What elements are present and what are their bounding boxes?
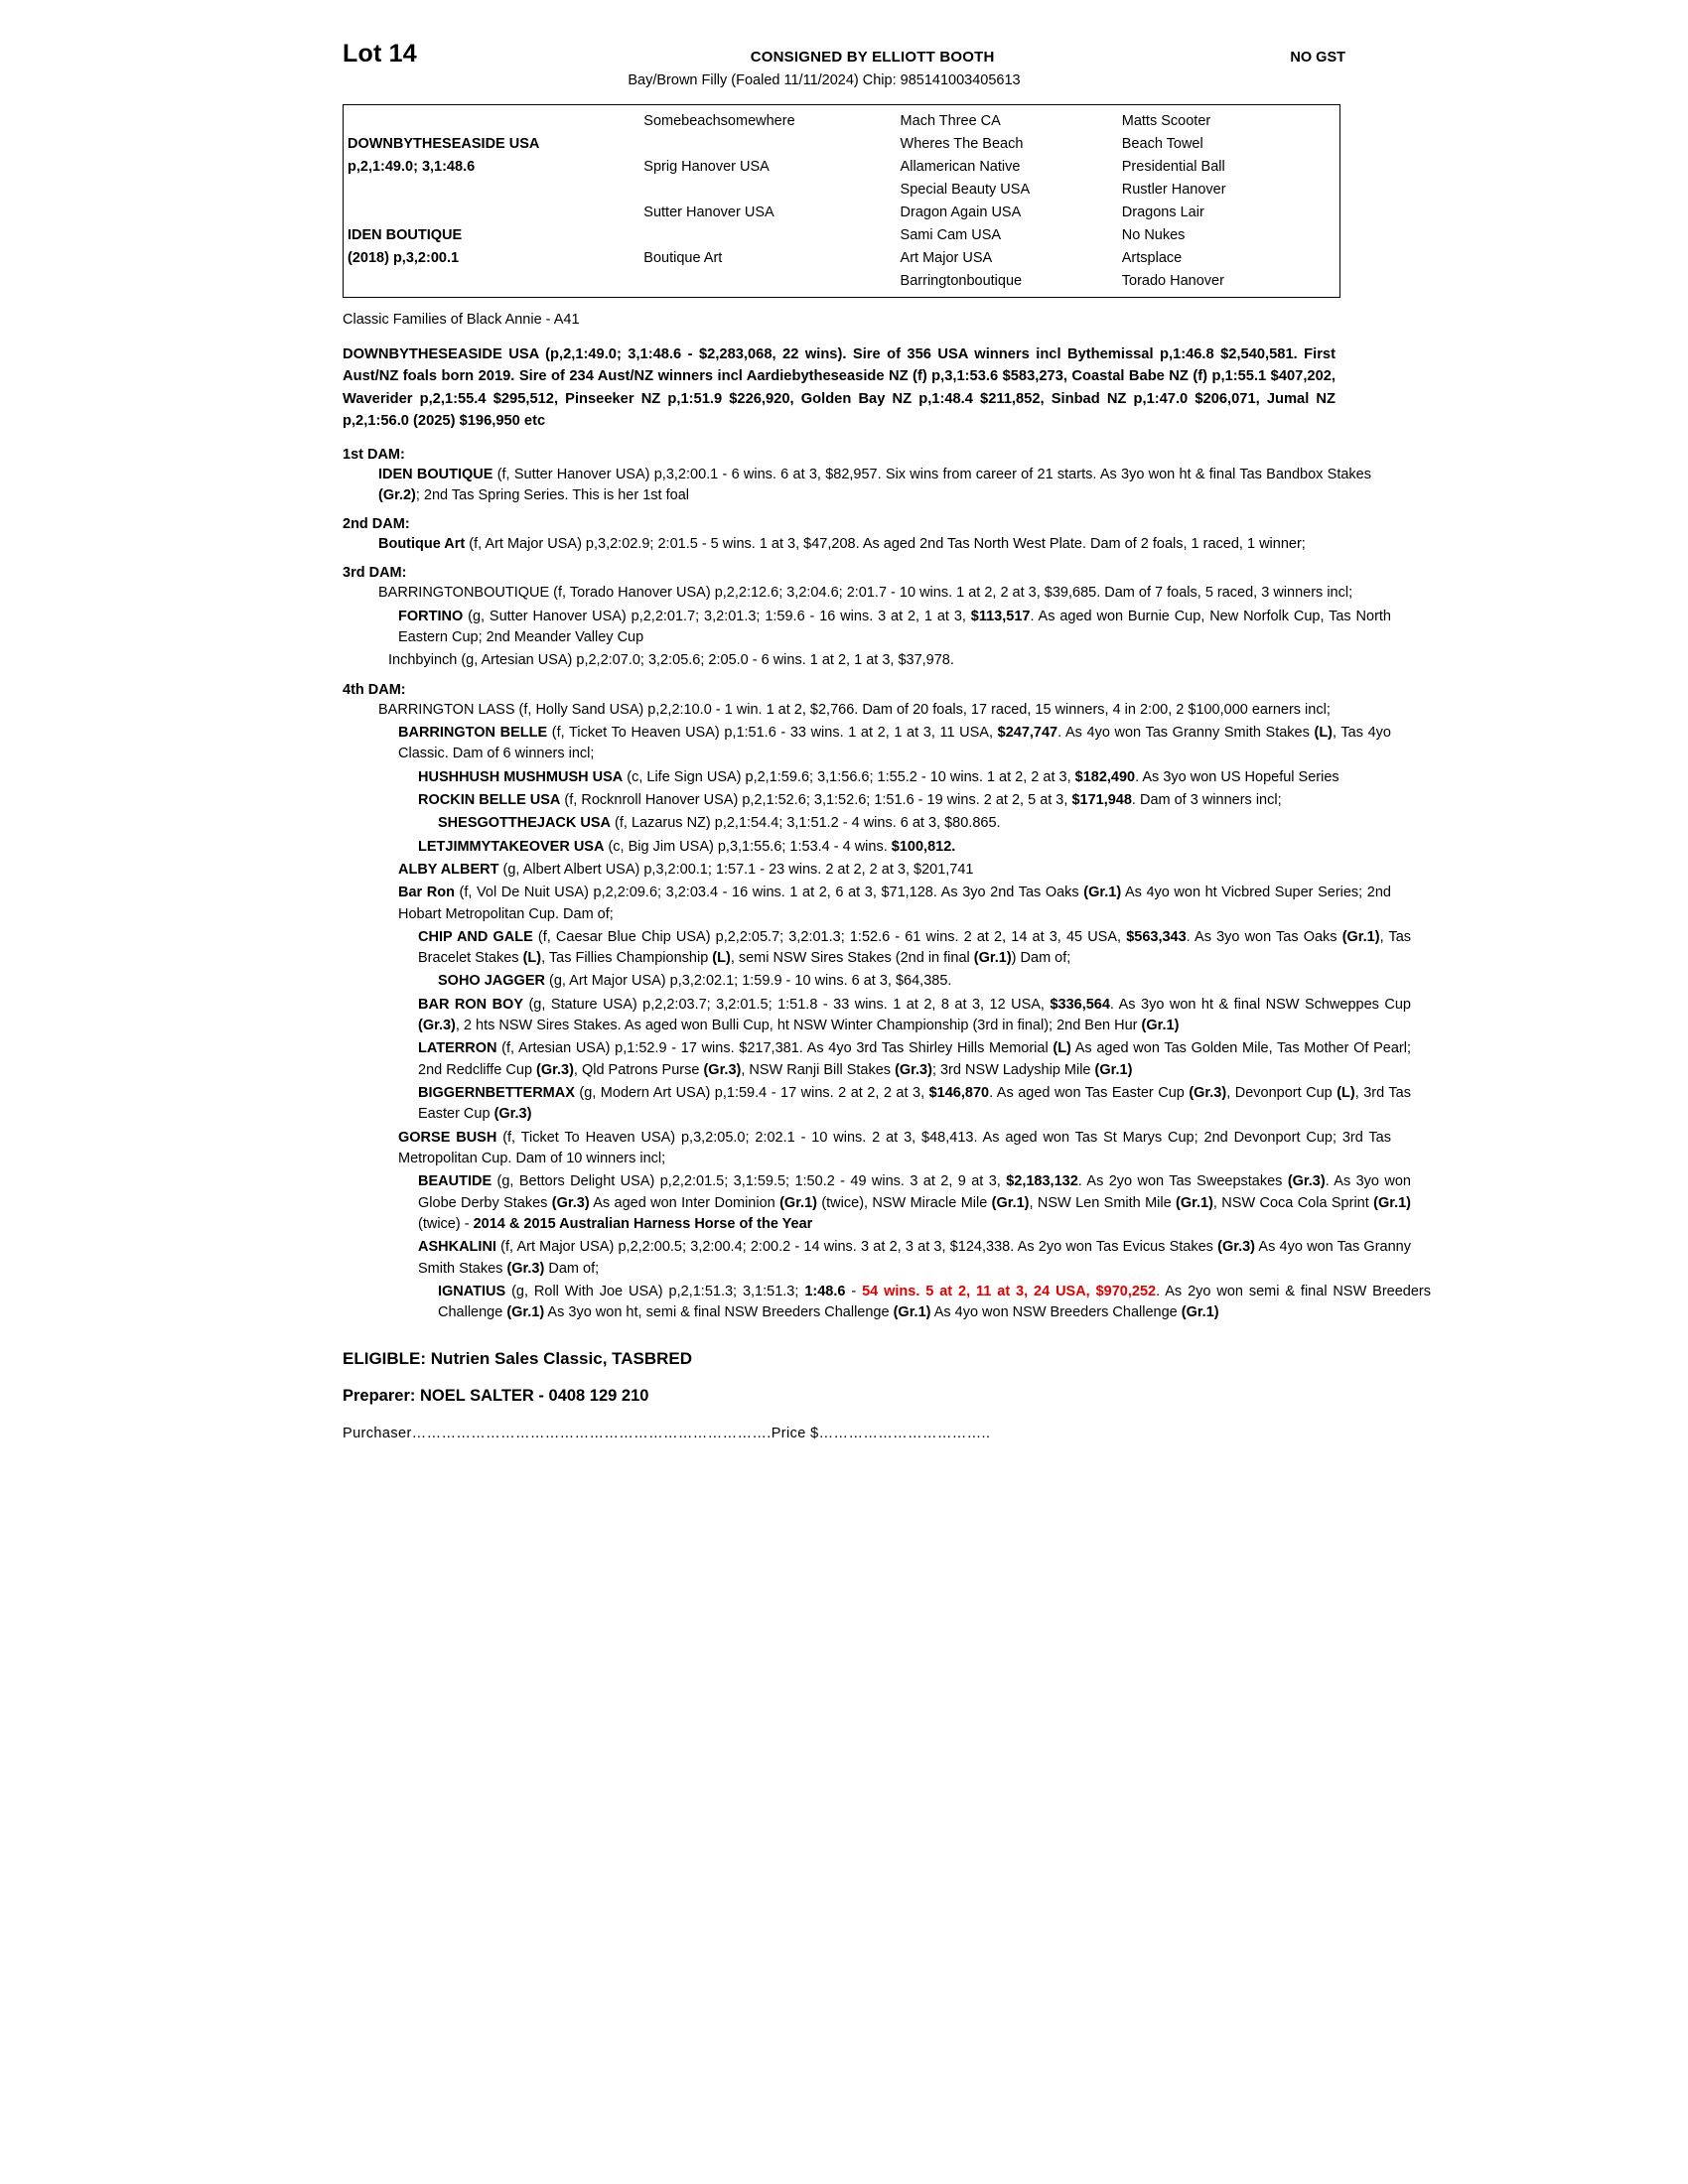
pedigree-entry [343,465,1371,507]
dam-sections [343,446,1432,1324]
entry-text: Dam of; [544,1260,600,1277]
entry-emphasis: SHESGOTTHEJACK USA [438,815,612,832]
pedigree-cell-generation2: Boutique Art [643,250,723,267]
entry-emphasis: (Gr.3) [1287,1173,1326,1190]
entry-emphasis: ROCKIN BELLE USA [418,791,561,808]
entry-emphasis: (L) [1336,1085,1355,1101]
pedigree-cell-generation1 [344,202,639,224]
pedigree-cell-generation3: Special Beauty USA [900,182,1031,199]
pedigree-row [344,179,1339,202]
entry-text: . As 3yo won ht & final NSW Schweppes Cup [1109,996,1411,1013]
pedigree-row [344,110,1339,133]
entry-emphasis: (Gr.1) [779,1194,817,1211]
entry-emphasis: LETJIMMYTAKEOVER USA [418,838,605,855]
entry-emphasis: CHIP AND GALE [418,928,533,945]
pedigree-cell-generation2: Somebeachsomewhere [643,113,795,129]
entry-text: (f, Art Major USA) p,3,2:02.9; 2:01.5 - 5 wins. 1 at 3, $47,208. As aged 2nd Tas North West Plate. Dam of 2 foals, 1 raced, 1 winner; [465,536,1306,553]
pedigree-row [344,270,1339,293]
pedigree-cell-generation1: DOWNBYTHESEASIDE USA [348,136,540,153]
entry-text: (f, Lazarus NZ) p,2,1:54.4; 3,1:51.2 - 4 wins. 6 at 3, $80.865. [611,815,1001,832]
pedigree-cell-generation1 [344,110,639,133]
pedigree-entry [343,1237,1411,1280]
entry-emphasis: $113,517 [970,608,1031,624]
pedigree-entry [343,723,1391,765]
entry-text: . As 2yo won semi & final NSW Breeders Challenge [438,1283,1432,1321]
pedigree-cell-generation1: IDEN BOUTIQUE [348,227,463,244]
entry-emphasis: (Gr.3) [895,1061,932,1078]
pedigree-cell-generation3: Art Major USA [900,250,993,267]
entry-emphasis: $182,490 [1074,768,1136,785]
purchaser-line: Purchaser……………………………………………………………….Price $…………………………….. [343,1426,991,1442]
catalogue-sheet [343,40,1432,1442]
entry-emphasis: $100,812. [891,838,956,855]
pedigree-cell-generation1: p,2,1:49.0; 3,1:48.6 [348,159,476,176]
entry-text: (g, Sutter Hanover USA) p,2,2:01.7; 3,2:01.3; 1:59.6 - 16 wins. 3 at 2, 1 at 3, [463,608,971,624]
entry-emphasis: BARRINGTON BELLE [398,725,548,741]
entry-emphasis: (Gr.1) [1176,1194,1213,1211]
entry-text: . As 2yo won Tas Sweepstakes [1077,1173,1288,1190]
entry-text: , Devonport Cup [1226,1085,1337,1101]
entry-emphasis: (Gr.1) [1094,1061,1133,1078]
entry-emphasis: 1:48.6 [804,1283,846,1299]
entry-text: (f, Ticket To Heaven USA) p,1:51.6 - 33 wins. 1 at 2, 1 at 3, 11 USA, [547,725,998,741]
pedigree-cell-generation3: Barringtonboutique [900,273,1023,290]
entry-emphasis: Bar Ron [398,885,455,901]
entry-emphasis: IDEN BOUTIQUE [378,466,493,482]
pedigree-cell-generation1 [344,270,639,293]
entry-emphasis: (Gr.1) [973,950,1012,967]
entry-text: As 4yo won NSW Breeders Challenge [930,1304,1182,1321]
entry-text: (f, Rocknroll Hanover USA) p,2,1:52.6; 3,1:52.6; 1:51.6 - 19 wins. 2 at 2, 5 at 3, [560,791,1072,808]
pedigree-cell-generation4: No Nukes [1121,227,1186,244]
entry-text: (c, Big Jim USA) p,3,1:55.6; 1:53.4 - 4 wins. [604,838,892,855]
dam-heading: 3rd DAM: [343,565,407,582]
pedigree-entry [343,1128,1391,1170]
entry-text: (c, Life Sign USA) p,2,1:59.6; 3,1:56.6; 1:55.2 - 10 wins. 1 at 2, 2 at 3, [623,768,1075,785]
pedigree-entry [343,583,1371,604]
pedigree-cell-generation3: Allamerican Native [900,159,1021,176]
entry-text: (g, Art Major USA) p,3,2:02.1; 1:59.9 - 10 wins. 6 at 3, $64,385. [544,973,952,990]
entry-text: BARRINGTONBOUTIQUE (f, Torado Hanover USA) p,2,2:12.6; 3,2:04.6; 2:01.7 - 10 wins. 1 at 2, 2 at 3, $39,685. Dam of 7 foals, 5 raced, 3 winners incl; [378,585,1353,602]
sire-summary: DOWNBYTHESEASIDE USA (p,2,1:49.0; 3,1:48.6 - $2,283,068, 22 wins). Sire of 356 USA winners incl Bythemissal p,1:46.8 $2,540,581. First Aust/NZ foals born 2019. Sire of 234 Aust/NZ winners incl Aardiebytheseaside NZ (f) p,3,1:53.6 $583,273, Coastal Babe NZ (f) p,1:55.1 $407,202, Waverider p,2,1:55.4 $295,512, Pinseeker NZ p,1:51.9 $226,920, Golden Bay NZ p,1:48.4 $211,852, Sinbad NZ p,1:47.0 $206,071, Jumal NZ p,2,1:56.0 (2025) $196,950 etc [343,346,1336,430]
entry-emphasis: (L) [522,950,542,967]
entry-text: . As 3yo won Tas Oaks [1186,928,1342,945]
entry-emphasis: $146,870 [928,1085,990,1101]
pedigree-entry [343,995,1411,1037]
pedigree-entry [343,927,1411,970]
entry-text: - [845,1283,863,1299]
entry-text: , Tas Bracelet Stakes [418,928,1412,967]
entry-emphasis: LATERRON [418,1040,497,1057]
dam-heading: 2nd DAM: [343,516,410,533]
entry-emphasis: $336,564 [1050,996,1110,1013]
pedigree-entry [343,883,1391,925]
pedigree-cell-generation2 [639,179,896,202]
entry-emphasis: (Gr.2) [378,486,416,503]
pedigree-entry [343,1282,1431,1324]
entry-text: (f, Caesar Blue Chip USA) p,2,2:05.7; 3,2:01.3; 1:52.6 - 61 wins. 2 at 2, 14 at 3, 45 USA, [532,928,1127,945]
entry-emphasis: (Gr.3) [551,1194,590,1211]
entry-text: , NSW Coca Cola Sprint [1212,1194,1374,1211]
pedigree-entry [343,813,1431,834]
entry-text: (f, Vol De Nuit USA) p,2,2:09.6; 3,2:03.4 - 16 wins. 1 at 2, 6 at 3, $71,128. As 3yo 2nd Tas Oaks [454,885,1084,901]
pedigree-entry [343,534,1371,555]
eligible-line: ELIGIBLE: Nutrien Sales Classic, TASBRED [343,1349,693,1369]
pedigree-entry [343,860,1391,881]
pedigree-cell-generation3: Wheres The Beach [900,136,1024,153]
gst-label: NO GST [1290,50,1345,66]
entry-emphasis: (Gr.1) [893,1304,931,1321]
pedigree-cell-generation2: Sutter Hanover USA [643,205,774,221]
entry-emphasis: HUSHHUSH MUSHMUSH USA [418,768,624,785]
entry-emphasis: (Gr.1) [991,1194,1030,1211]
pedigree-box [343,104,1340,298]
dam-heading: 1st DAM: [343,446,405,463]
pedigree-entry [343,1083,1411,1126]
pedigree-cell-generation1 [344,179,639,202]
entry-emphasis: (Gr.3) [536,1061,574,1078]
pedigree-cell-generation2 [639,224,896,247]
entry-emphasis: $171,948 [1071,791,1132,808]
entry-text: ; 3rd NSW Ladyship Mile [931,1061,1095,1078]
entry-emphasis: (Gr.1) [1341,928,1380,945]
entry-emphasis: (Gr.1) [506,1304,545,1321]
entry-text: As aged won Inter Dominion [589,1194,780,1211]
entry-emphasis: (Gr.1) [1373,1194,1411,1211]
pedigree-cell-generation2 [639,133,896,156]
pedigree-row [344,156,1339,179]
classic-families-line: Classic Families of Black Annie - A41 [343,312,580,329]
entry-text: , 2 hts NSW Sires Stakes. As aged won Bulli Cup, ht NSW Winter Championship (3rd in final); 2nd Ben Hur [455,1018,1142,1034]
horse-description: Bay/Brown Filly (Foaled 11/11/2024) Chip: 985141003405613 [628,72,1021,88]
entry-text: , NSW Ranji Bill Stakes [741,1061,896,1078]
entry-emphasis: $563,343 [1126,928,1187,945]
highlighted-stat: 54 wins. 5 at 2, 11 at 3, 24 USA, $970,252 [862,1283,1157,1299]
pedigree-cell-generation2: Sprig Hanover USA [643,159,770,176]
pedigree-cell-generation4: Matts Scooter [1121,113,1211,129]
entry-text: ; 2nd Tas Spring Series. This is her 1st foal [415,486,689,503]
entry-text: . As aged won Burnie Cup, New Norfolk Cup, Tas North Eastern Cup; 2nd Meander Valley Cup [398,608,1391,646]
pedigree-cell-generation3: Dragon Again USA [900,205,1022,221]
pedigree-entry [343,767,1411,788]
entry-emphasis: $247,747 [997,725,1058,741]
preparer-line: Preparer: NOEL SALTER - 0408 129 210 [343,1387,649,1406]
pedigree-entry [343,837,1411,858]
entry-emphasis: Boutique Art [378,536,466,553]
pedigree-cell-generation3: Sami Cam USA [900,227,1002,244]
entry-emphasis: BIGGERNBETTERMAX [418,1085,575,1101]
entry-text: BARRINGTON LASS (f, Holly Sand USA) p,2,2:10.0 - 1 win. 1 at 2, $2,766. Dam of 20 foals, 17 raced, 15 winners, 4 in 2:00, 2 $100,000 earners incl; [378,701,1331,718]
entry-text: (twice), NSW Miracle Mile [816,1194,992,1211]
entry-text: As 3yo won ht, semi & final NSW Breeders Challenge [544,1304,894,1321]
entry-text: . Dam of 3 winners incl; [1131,791,1282,808]
entry-text: , semi NSW Sires Stakes (2nd in final [730,950,974,967]
entry-emphasis: (Gr.3) [506,1260,545,1277]
entry-emphasis: (Gr.3) [493,1106,532,1123]
entry-emphasis: GORSE BUSH [398,1129,497,1146]
entry-text: (g, Bettors Delight USA) p,2,2:01.5; 3,1:59.5; 1:50.2 - 49 wins. 3 at 2, 9 at 3, [492,1173,1007,1190]
entry-emphasis: (Gr.1) [1141,1018,1180,1034]
pedigree-cell-generation4: Rustler Hanover [1121,182,1226,199]
entry-emphasis: ALBY ALBERT [398,861,499,878]
pedigree-entry [343,1038,1411,1081]
entry-text: As 4yo won ht Vicbred Super Series; 2nd Hobart Metropolitan Cup. Dam of; [398,885,1391,922]
entry-emphasis: (Gr.1) [1181,1304,1219,1321]
entry-emphasis: SOHO JAGGER [438,973,545,990]
entry-emphasis: BAR RON BOY [418,996,523,1013]
dam-heading: 4th DAM: [343,681,406,698]
entry-emphasis: (L) [1053,1040,1071,1057]
pedigree-row [344,133,1339,156]
pedigree-entry [343,607,1391,649]
pedigree-cell-generation1: (2018) p,3,2:00.1 [348,250,460,267]
consignor-label: CONSIGNED BY ELLIOTT BOOTH [750,49,995,66]
entry-text: (twice) - [418,1215,474,1232]
pedigree-cell-generation2 [639,270,896,293]
entry-text: (g, Albert Albert USA) p,3,2:00.1; 1:57.1 - 23 wins. 2 at 2, 2 at 3, $201,741 [498,861,974,878]
entry-text: , Qld Patrons Purse [573,1061,704,1078]
entry-text: (g, Roll With Joe USA) p,2,1:51.3; 3,1:51.3; [505,1283,805,1299]
entry-text: As 4yo won Tas Granny Smith Stakes [418,1239,1411,1277]
entry-emphasis: IGNATIUS [438,1283,506,1299]
entry-emphasis: (Gr.3) [1217,1239,1255,1256]
pedigree-row [344,247,1339,270]
entry-text: . As 3yo won Globe Derby Stakes [418,1173,1411,1211]
pedigree-entry [343,971,1431,992]
entry-emphasis: (L) [1314,725,1334,741]
entry-text: (f, Art Major USA) p,2,2:00.5; 3,2:00.4; 2:00.2 - 14 wins. 3 at 2, 3 at 3, $124,338. As 2yo won Tas Evicus Stakes [495,1239,1218,1256]
entry-text: (g, Stature USA) p,2,2:03.7; 3,2:01.5; 1:51.8 - 33 wins. 1 at 2, 8 at 3, 12 USA, [523,996,1051,1013]
entry-emphasis: (Gr.3) [703,1061,742,1078]
pedigree-entry [343,650,1381,671]
pedigree-cell-generation4: Beach Towel [1121,136,1203,153]
entry-emphasis: 2014 & 2015 Australian Harness Horse of the Year [473,1215,813,1232]
entry-emphasis: (Gr.1) [1083,885,1122,901]
entry-emphasis: (L) [712,950,731,967]
entry-text: As aged won Tas Golden Mile, Tas Mother Of Pearl; 2nd Redcliffe Cup [418,1040,1411,1078]
entry-emphasis: (Gr.3) [1189,1085,1227,1101]
entry-text: (g, Modern Art USA) p,1:59.4 - 17 wins. 2 at 2, 2 at 3, [574,1085,929,1101]
pedigree-entry [343,700,1371,721]
entry-text: Inchbyinch (g, Artesian USA) p,2,2:07.0; 3,2:05.6; 2:05.0 - 6 wins. 1 at 2, 1 at 3, $37,978. [388,652,954,669]
entry-text: (f, Sutter Hanover USA) p,3,2:00.1 - 6 wins. 6 at 3, $82,957. Six wins from career of 21 starts. As 3yo won ht & final Tas Bandbox Stakes [492,466,1372,482]
entry-text: , Tas 4yo Classic. Dam of 6 winners incl; [398,725,1391,762]
entry-emphasis: FORTINO [398,608,464,624]
pedigree-cell-generation4: Artsplace [1121,250,1183,267]
entry-text: , 3rd Tas Easter Cup [418,1085,1411,1123]
pedigree-entry [343,1171,1411,1235]
pedigree-cell-generation4: Dragons Lair [1121,205,1204,221]
entry-emphasis: ASHKALINI [418,1239,496,1256]
pedigree-cell-generation4: Torado Hanover [1121,273,1224,290]
pedigree-cell-generation3: Mach Three CA [900,113,1001,129]
entry-text: ) Dam of; [1011,950,1071,967]
page-header [343,40,1345,68]
pedigree-entry [343,790,1411,811]
entry-text: . As aged won Tas Easter Cup [989,1085,1190,1101]
entry-text: , Tas Fillies Championship [541,950,713,967]
entry-emphasis: BEAUTIDE [418,1173,492,1190]
entry-text: (f, Ticket To Heaven USA) p,3,2:05.0; 2:02.1 - 10 wins. 2 at 3, $48,413. As aged won Tas St Marys Cup; 2nd Devonport Cup; 3rd Tas Metropolitan Cup. Dam of 10 winners incl; [398,1129,1391,1166]
entry-text: . As 4yo won Tas Granny Smith Stakes [1057,725,1315,741]
pedigree-row [344,202,1339,224]
entry-text: . As 3yo won US Hopeful Series [1135,768,1339,785]
pedigree-row [344,224,1339,247]
lot-number: Lot 14 [343,40,417,68]
pedigree-cell-generation4: Presidential Ball [1121,159,1225,176]
pedigree-table [344,110,1339,293]
entry-emphasis: $2,183,132 [1006,1173,1078,1190]
entry-text: (f, Artesian USA) p,1:52.9 - 17 wins. $217,381. As 4yo 3rd Tas Shirley Hills Memorial [496,1040,1054,1057]
entry-emphasis: (Gr.3) [418,1018,456,1034]
entry-text: , NSW Len Smith Mile [1029,1194,1177,1211]
